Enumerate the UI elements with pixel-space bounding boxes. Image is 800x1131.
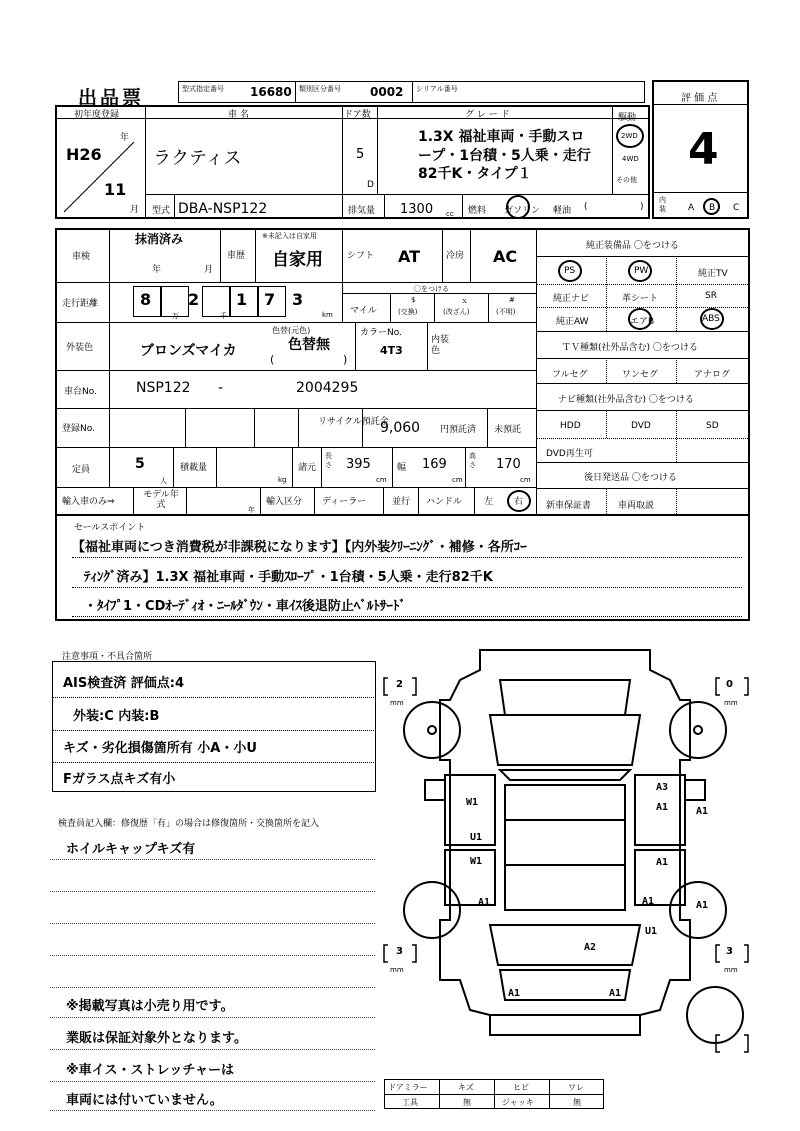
mileage-digit-3: 1 [236, 290, 248, 309]
repaint-paren-open: ( [270, 353, 275, 366]
displacement-unit: cc [446, 210, 454, 218]
grade-line2: ープ・1台積・5人乗・走行 [418, 148, 591, 164]
handle-label: ハンドル [426, 497, 463, 507]
tread-front-right: 0 [726, 679, 733, 690]
mileage-km: km [322, 311, 333, 319]
capacity-label: 定員 [72, 465, 91, 475]
history-label: 車歴 [227, 251, 246, 261]
handle-left: 左 [484, 497, 494, 507]
tread-front-left-unit: mm [390, 699, 404, 707]
sheet-title: 出品票 [78, 87, 145, 109]
score-label: 評 価 点 [681, 93, 718, 104]
width-value: 169 [422, 457, 447, 472]
model-cert-label: 型式指定番号 [182, 85, 224, 93]
damage-mark: A1 [656, 802, 669, 813]
mileage-label: 走行距離 [62, 299, 99, 309]
tv-title: ＴＶ種類(社外品含む) 〇をつける [562, 343, 698, 353]
fuel-paren-close: ) [640, 202, 644, 212]
capacity-unit: 人 [160, 477, 167, 485]
shift-label: シフト [347, 251, 375, 261]
doors-suffix: D [367, 180, 374, 190]
inspector-line7: 業販は保証対象外となります。 [66, 1031, 247, 1046]
navi-dvd-play: DVD再生可 [546, 449, 593, 459]
mileage-altered-sym: ｘ [461, 297, 468, 305]
import-parallel: 並行 [392, 497, 411, 507]
score-value: 4 [688, 124, 719, 175]
sales-point-line2: ﾃｨﾝｸﾞ済み】1.3X 福祉車両・手動ｽﾛｰﾌﾟ・1台積・5人乗・走行82千K [84, 570, 493, 585]
later-title: 後日発送品 〇をつける [584, 473, 677, 483]
inspector-line8: ※車イス・ストレッチャーは [66, 1063, 234, 1078]
drive-other: その他 [616, 176, 637, 184]
legend-header-break: ワレ [568, 1083, 584, 1092]
recycle-deposited: 円預託済 [440, 425, 477, 435]
first-reg-month: 11 [104, 180, 127, 199]
equip-sr: SR [705, 291, 717, 301]
recycle-value: 9,060 [380, 420, 421, 436]
mileage-man: 万 [172, 312, 179, 320]
sales-point-line1: 【福祉車両につき消費税が非課税になります】【内外装ｸﾘｰﾆﾝｸﾞ・補修・各所ｺｰ [72, 540, 527, 555]
notes-label: 注意事項・不具合箇所 [62, 652, 153, 662]
later-manual: 車両取説 [618, 501, 655, 511]
equip-tv: 純正TV [698, 269, 728, 279]
interior-color-label: 内装色 [431, 335, 450, 356]
damage-mark: A1 [609, 988, 622, 999]
shift-value: AT [398, 247, 421, 266]
legend-tools-value: 無 [463, 1098, 471, 1107]
mileage-digit-2: 2 [188, 290, 200, 309]
inspection-value: 抹消済み [135, 232, 184, 246]
tread-rear-left: 3 [396, 946, 403, 957]
chassis-number: 2004295 [296, 380, 359, 396]
repaint-value: 色替無 [288, 337, 330, 353]
inspection-month: 月 [204, 265, 214, 275]
dims-label: 諸元 [298, 463, 317, 473]
legend-jack: ジャッキ [502, 1098, 534, 1107]
drive-2wd: 2WD [621, 132, 638, 140]
navi-sd: SD [706, 421, 719, 431]
damage-mark: U1 [645, 926, 658, 937]
car-diagram [370, 640, 760, 1060]
damage-mark: A2 [584, 942, 597, 953]
mileage-exchange: (交換) [398, 308, 418, 316]
doors-value: 5 [356, 147, 365, 162]
interior-label: 内装 [659, 196, 666, 213]
height-value: 170 [496, 457, 521, 472]
height-unit: cm [520, 476, 531, 484]
later-warranty: 新車保証書 [546, 501, 592, 511]
mileage-sen: 千 [220, 312, 227, 320]
handle-right: 右 [514, 497, 524, 507]
equip-leather: 革シート [622, 294, 659, 304]
navi-dvd: DVD [631, 421, 651, 431]
legend-jack-value: 無 [573, 1098, 581, 1107]
model-cert-value: 16680 [250, 85, 292, 99]
fuel-light-oil: 軽油 [553, 206, 572, 216]
first-reg-year: H26 [66, 145, 102, 164]
inspector-label: 検査員記入欄：修復歴「有」の場合は修復箇所・交換箇所を記入 [58, 819, 320, 829]
displacement-label: 排気量 [348, 206, 376, 216]
length-value: 395 [346, 457, 371, 472]
registration-label: 登録No. [62, 424, 95, 434]
height-label: 高さ [469, 452, 476, 469]
handle-right-circle [507, 490, 531, 512]
chassis-dash: - [218, 380, 224, 396]
legend-header-crack: ヒビ [513, 1083, 529, 1092]
legend-header-scratch: キズ [458, 1083, 474, 1092]
mileage-unknown: (不明) [496, 308, 516, 316]
color-value: ブロンズマイカ [140, 343, 237, 359]
import-category-label: 輸入区分 [266, 497, 303, 507]
tread-front-right-unit: mm [724, 699, 738, 707]
serial-label: シリアル番号 [416, 85, 458, 93]
width-label: 幅 [397, 463, 407, 473]
ac-value: AC [493, 247, 518, 266]
inspection-year: 年 [152, 265, 162, 275]
import-dealer: ディーラー [322, 497, 367, 507]
equip-abs-circle [700, 308, 724, 330]
first-reg-label: 初年度登録 [74, 110, 120, 120]
tread-rear-right-unit: mm [724, 966, 738, 974]
load-unit: kg [278, 476, 287, 484]
damage-mark: A3 [656, 782, 669, 793]
category-label: 類別区分番号 [299, 85, 341, 93]
navi-title: ナビ種類(社外品含む) 〇をつける [558, 395, 694, 405]
sales-point-label: セールスポイント [74, 523, 146, 533]
equip-ps-circle [558, 260, 582, 282]
model-year-suffix: 年 [248, 506, 255, 514]
year-suffix: 年 [120, 133, 130, 143]
tv-fullseg: フルセグ [552, 370, 588, 380]
load-label: 積載量 [180, 463, 208, 473]
color-label: 外装色 [66, 343, 94, 353]
grade-line1: 1.3X 福祉車両・手動スロ [418, 129, 585, 145]
damage-mark: A1 [642, 896, 655, 907]
inspector-line6: ※掲載写真は小売り用です。 [66, 999, 234, 1014]
damage-mark: W1 [466, 797, 479, 808]
damage-mark: A1 [656, 857, 669, 868]
tv-analog: アナログ [694, 370, 731, 380]
tv-oneseg: ワンセグ [622, 370, 659, 380]
damage-mark: A1 [478, 897, 491, 908]
drive-label: 駆動 [618, 113, 637, 123]
model-type-label: 型式 [152, 206, 171, 216]
tread-rear-right: 3 [726, 946, 733, 957]
chassis-label: 車台No. [64, 387, 97, 397]
equip-ps: PS [564, 266, 576, 276]
equip-navi: 純正ナビ [553, 294, 590, 304]
repaint-label: 色替(元色) [272, 326, 311, 335]
mileage-mark-note: 〇をつける [414, 285, 449, 293]
tread-front-left: 2 [396, 679, 403, 690]
tread-rear-left-unit: mm [390, 966, 404, 974]
notes-line4: Fガラス点キズ有小 [63, 772, 176, 787]
equipment-title: 純正装備品 〇をつける [586, 241, 679, 251]
model-type-value: DBA-NSP122 [178, 201, 268, 217]
mileage-mile: マイル [350, 306, 377, 316]
interior-b: B [709, 203, 716, 213]
notes-line2: 外装:C 内装:B [73, 709, 160, 724]
damage-mark: A1 [696, 900, 709, 911]
inspection-label: 車検 [72, 252, 91, 262]
navi-hdd: HDD [560, 421, 581, 431]
mileage-digit-4: 7 [264, 290, 276, 309]
fuel-gasoline: ガソリン [504, 206, 541, 216]
ac-label: 冷房 [446, 251, 465, 261]
damage-mark: U1 [470, 832, 483, 843]
capacity-value: 5 [135, 456, 145, 472]
month-suffix: 月 [130, 205, 140, 215]
recycle-label: リサイクル預託金 [318, 417, 389, 427]
notes-line1: AIS検査済 評価点:4 [63, 676, 185, 691]
equip-airbag-circle [628, 308, 655, 330]
repaint-paren-close: ) [343, 353, 348, 366]
equip-pw-circle [628, 260, 652, 282]
length-unit: cm [376, 476, 387, 484]
sales-point-line3: ・ﾀｲﾌﾟ1・CDｵｰﾃﾞｨｵ・ﾆｰﾙﾀﾞｳﾝ・車ｲｽ後退防止ﾍﾞﾙﾄｻｰﾄﾞ [84, 599, 406, 614]
equip-pw: PW [634, 266, 649, 276]
chassis-prefix: NSP122 [136, 380, 191, 396]
mileage-digit-5: 3 [292, 290, 304, 309]
inspector-line1: ホイルキャップキズ有 [66, 842, 196, 857]
color-no-value: 4T3 [380, 344, 403, 357]
model-year-label: モデル年式 [143, 490, 179, 510]
recycle-not-deposited: 未預託 [494, 425, 522, 435]
fuel-label: 燃料 [468, 206, 487, 216]
equip-airbag: エアB [630, 317, 655, 327]
grade-line3: 82千K・タイプ１ [418, 166, 532, 182]
drive-2wd-circle [616, 124, 644, 148]
mileage-altered: (改ざん) [443, 308, 470, 316]
drive-4wd: 4WD [622, 155, 639, 163]
mileage-digit-1: 8 [140, 290, 152, 309]
grade-label: グ レ ー ド [465, 110, 510, 120]
car-name-label: 車 名 [228, 110, 249, 120]
length-label: 長さ [325, 452, 332, 469]
fuel-paren-open: ( [584, 202, 588, 212]
damage-mark: A1 [508, 988, 521, 999]
category-value: 0002 [370, 85, 404, 99]
history-note: ※未記入は自家用 [262, 232, 317, 240]
interior-b-circle [703, 198, 720, 215]
doors-label: ドア数 [344, 110, 371, 120]
import-label: 輸入車のみ⇒ [62, 497, 115, 507]
equip-aw: 純正AW [556, 317, 589, 327]
equip-abs: ABS [702, 314, 720, 324]
notes-line3: キズ・劣化損傷箇所有 小A・小U [63, 741, 257, 756]
damage-mark: W1 [470, 856, 483, 867]
mileage-unknown-sym: # [509, 296, 515, 304]
mileage-exchange-sym: $ [411, 296, 416, 304]
fuel-gasoline-circle [506, 195, 530, 219]
car-name-value: ラクティス [153, 148, 242, 169]
interior-a: A [688, 203, 695, 213]
history-value: 自家用 [272, 250, 323, 270]
inspector-line9: 車両には付いていません。 [66, 1093, 223, 1108]
width-unit: cm [452, 476, 463, 484]
color-no-label: カラーNo. [360, 328, 402, 338]
interior-c: C [733, 203, 740, 213]
legend-header-mirror: ドアミラー [388, 1083, 428, 1092]
displacement-value: 1300 [400, 202, 434, 217]
legend-tools: 工具 [402, 1098, 418, 1107]
damage-mark: A1 [696, 806, 709, 817]
